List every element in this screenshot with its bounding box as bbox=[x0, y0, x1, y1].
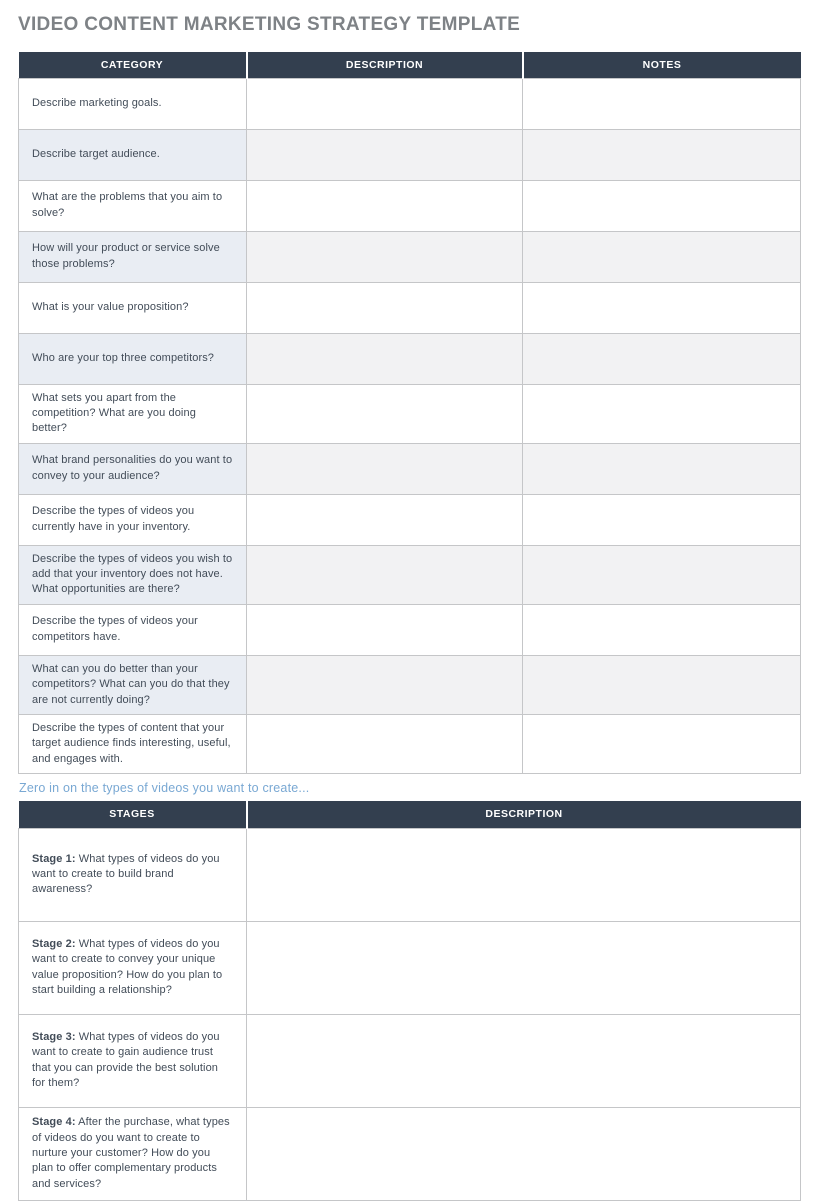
description-cell[interactable] bbox=[247, 715, 523, 774]
table-row bbox=[19, 129, 801, 180]
description-cell[interactable] bbox=[247, 443, 523, 494]
stages-table-header-row bbox=[19, 801, 801, 828]
notes-cell[interactable] bbox=[523, 494, 801, 545]
category-cell: What brand personalities do you want to convey to your audience? bbox=[19, 443, 247, 494]
section-subtitle: Zero in on the types of videos you want to create... bbox=[19, 781, 310, 796]
description-cell[interactable] bbox=[247, 333, 523, 384]
description-cell[interactable] bbox=[247, 655, 523, 714]
stage-cell bbox=[19, 828, 247, 921]
description-cell[interactable] bbox=[247, 921, 801, 1014]
stage-label: Stage 3: bbox=[32, 1030, 76, 1043]
notes-cell[interactable] bbox=[523, 129, 801, 180]
table-row bbox=[19, 333, 801, 384]
category-cell: What are the problems that you aim to solve? bbox=[19, 180, 247, 231]
description-cell[interactable] bbox=[247, 494, 523, 545]
description-cell[interactable] bbox=[247, 1107, 801, 1200]
stage-question: After the purchase, what types of videos do you want to create to nurture your customer? How do you plan to offer complementary products and services? bbox=[32, 1116, 230, 1190]
notes-cell[interactable] bbox=[523, 78, 801, 129]
stage-label: Stage 1: bbox=[32, 852, 76, 865]
notes-cell[interactable] bbox=[523, 545, 801, 604]
category-cell: Describe target audience. bbox=[19, 129, 247, 180]
table-row bbox=[19, 921, 801, 1014]
description-cell[interactable] bbox=[247, 384, 523, 443]
notes-cell[interactable] bbox=[523, 282, 801, 333]
notes-cell[interactable] bbox=[523, 231, 801, 282]
description-cell[interactable] bbox=[247, 545, 523, 604]
page-title: VIDEO CONTENT MARKETING STRATEGY TEMPLATE bbox=[18, 14, 521, 35]
table-row bbox=[19, 494, 801, 545]
column-header-notes: NOTES bbox=[523, 52, 801, 78]
notes-cell[interactable] bbox=[523, 655, 801, 714]
notes-cell[interactable] bbox=[523, 384, 801, 443]
category-cell: What sets you apart from the competition? What are you doing better? bbox=[19, 384, 247, 443]
description-cell[interactable] bbox=[247, 78, 523, 129]
table-row bbox=[19, 545, 801, 604]
column-header-category: CATEGORY bbox=[19, 52, 247, 78]
description-cell[interactable] bbox=[247, 604, 523, 655]
table-row bbox=[19, 655, 801, 714]
strategy-table bbox=[18, 52, 801, 774]
description-cell[interactable] bbox=[247, 282, 523, 333]
stage-question: What types of videos do you want to create to gain audience trust that you can provide the best solution for them? bbox=[32, 1030, 220, 1090]
stage-cell bbox=[19, 1107, 247, 1200]
stage-cell bbox=[19, 921, 247, 1014]
category-cell: Describe the types of content that your target audience finds interesting, useful, and engages with. bbox=[19, 715, 247, 774]
category-cell: What can you do better than your competitors? What can you do that they are not currently doing? bbox=[19, 655, 247, 714]
table-row bbox=[19, 231, 801, 282]
description-cell[interactable] bbox=[247, 180, 523, 231]
column-header-description: DESCRIPTION bbox=[247, 801, 801, 828]
category-cell: Describe the types of videos your competitors have. bbox=[19, 604, 247, 655]
table-row bbox=[19, 384, 801, 443]
table-row bbox=[19, 1107, 801, 1200]
description-cell[interactable] bbox=[247, 231, 523, 282]
table-row bbox=[19, 828, 801, 921]
table-row bbox=[19, 78, 801, 129]
notes-cell[interactable] bbox=[523, 604, 801, 655]
table-row bbox=[19, 443, 801, 494]
notes-cell[interactable] bbox=[523, 443, 801, 494]
table-row bbox=[19, 180, 801, 231]
category-cell: Describe the types of videos you wish to add that your inventory does not have. What opportunities are there? bbox=[19, 545, 247, 604]
table-row bbox=[19, 282, 801, 333]
table-row bbox=[19, 1014, 801, 1107]
table-row bbox=[19, 715, 801, 774]
category-cell: Describe marketing goals. bbox=[19, 78, 247, 129]
category-cell: What is your value proposition? bbox=[19, 282, 247, 333]
stage-question: What types of videos do you want to create to build brand awareness? bbox=[32, 852, 220, 896]
strategy-table-header-row bbox=[19, 52, 801, 78]
notes-cell[interactable] bbox=[523, 180, 801, 231]
stage-cell bbox=[19, 1014, 247, 1107]
stage-label: Stage 2: bbox=[32, 937, 76, 950]
stage-question: What types of videos do you want to create to convey your unique value proposition? How do you plan to start building a relationship? bbox=[32, 937, 223, 997]
column-header-stages: STAGES bbox=[19, 801, 247, 828]
category-cell: Describe the types of videos you currently have in your inventory. bbox=[19, 494, 247, 545]
column-header-description: DESCRIPTION bbox=[247, 52, 523, 78]
notes-cell[interactable] bbox=[523, 715, 801, 774]
notes-cell[interactable] bbox=[523, 333, 801, 384]
description-cell[interactable] bbox=[247, 828, 801, 921]
stage-label: Stage 4: bbox=[32, 1116, 76, 1129]
description-cell[interactable] bbox=[247, 1014, 801, 1107]
category-cell: Who are your top three competitors? bbox=[19, 333, 247, 384]
description-cell[interactable] bbox=[247, 129, 523, 180]
table-row bbox=[19, 604, 801, 655]
category-cell: How will your product or service solve those problems? bbox=[19, 231, 247, 282]
stages-table bbox=[18, 801, 801, 1201]
